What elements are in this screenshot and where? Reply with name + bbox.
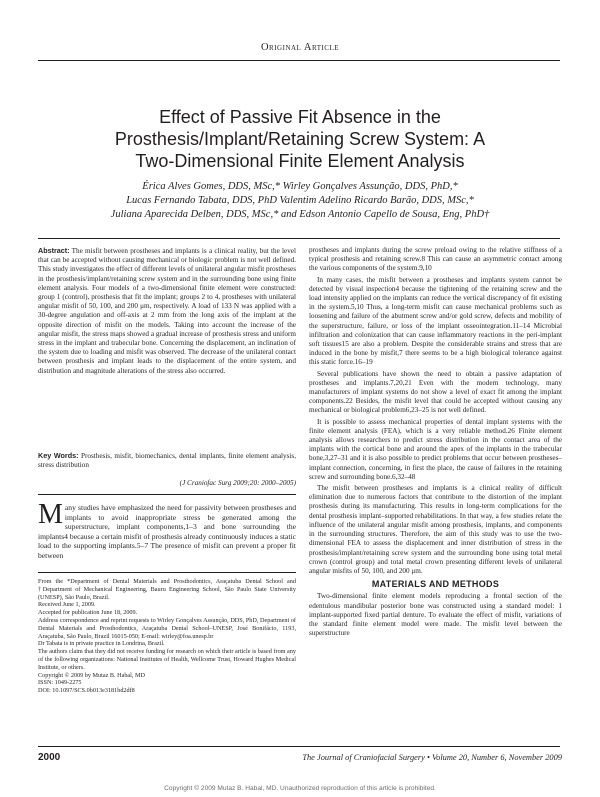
footnote-funding: The authors claim that they did not receive funding for research on which their article is based from any of the following organizations: National Institutes of Health, Wellcome Trust, Howard Hughes Medical Institute, or others. [38,648,296,671]
footnotes [38,578,296,695]
footnote-doi: DOI: 10.1097/SCS.0b013e3181bd2df8 [38,687,135,695]
copyright-notice: Copyright © 2009 Mutaz B. Habal, MD. Unauthorized reproduction of this article is prohibited. [164,785,436,792]
citation: (J Craniofac Surg 2009;20: 2000–2005) [179,479,296,487]
keywords-label: Key Words: [38,451,79,460]
abstract-bottom-rule [38,494,296,495]
keywords-text: Prosthesis, misfit, biomechanics, dental implants, finite element analysis, stress distribution [38,452,297,470]
dropcap: M [38,499,63,530]
title-line-1: Effect of Passive Fit Absence in the [159,107,441,127]
methods-heading: MATERIALS AND METHODS [371,579,500,590]
abstract-label: Abstract: [38,246,70,255]
abstract-text: The misfit between prostheses and implants is a clinical reality, but the level that can be accepted without causing mechanical or biologic problem is not well defined. This study investigates the effect of different levels of unilateral angular misfit prostheses in the prosthesis/implant/retaining screw system and in the surrounding bone using finite element analysis. Four models of a two-dimensional finite element were constructed: group 1 (control), prosthesis that fit the implant; groups 2 to 4, prostheses with unilateral angular misfit of 50, 100, and 200 μm, respectively. A load of 133 N was applied with a 30-degree angulation and off-axis at 2 mm from the long axis of the implant at the opposite direction of misfit on the models. Taking into account the increase of the angular misfit, the stress maps showed a gradual increase of prosthesis stress and uniform stress in the implant and trabecular bone. Concerning the displacement, an inclination of the system due to loading and misfit was observed. The decrease of the unilateral contact between prosthesis and implant leads to the displacement of the entire system, and distribution and magnitude alterations of the stress also occurred. [38,247,296,375]
right-paragraph-6: Two-dimensional finite element models reproducing a frontal section of the edentulous mandibular posterior bone was constructed using a standard model: 1 implant-supported fixed partial denture. To evaluate the effect of misfit, variations of the standard finite element model were made. The misfit level between the superstructure [309,592,562,638]
footer-rule [38,746,560,747]
footnote-issn: ISSN: 1049-2275 [38,679,82,687]
abstract [38,246,296,466]
footnote-accepted: Accepted for publication June 18, 2009. [38,609,138,617]
right-column [309,246,562,640]
right-paragraph-1: prostheses and implants during the screw preload owing to the relative stiffness of a typical prosthesis and retaining screw.8 This can cause an asymmetric contact among the various components of the system.9,10 [309,246,562,273]
author-list [40,180,560,222]
journal-info: The Journal of Craniofacial Surgery • Volume 20, Number 6, November 2009 [302,753,562,762]
right-paragraph-4: It is possible to assess mechanical properties of dental implant systems with the finite element analysis (FEA), which is a very reliable method.26 Finite element analysis allows researchers to predict stress distribution in the contact area of the implants with the cortical bone and around the apex of the implants in the trabecular bone,3,27–31 and it is also possible to predict problems that occur between prostheses–implant connection, concerning, in first the place, the cause of failures in the retaining screw and surrounding bone.6,32–48 [309,417,562,481]
footnote-affiliation: From the *Department of Dental Materials and Prosthodontics, Araçatuba Dental School and †Department of Mechanical Engineering, Bauru Engineering School, São Paulo State University (UNESP), São Paulo, Brazil. [38,578,296,601]
footnote-rule [38,572,296,573]
footnote-correspondence: Address correspondence and reprint requests to Wirley Gonçalves Assunção, DDS, PhD, Department of Dental Materials and Prosthodontics, Araçatuba Dental School–UNESP, José Bonifácio, 1193, Araçatuba, São Paulo, Brazil 16015-050; E-mail: wirley@foa.unesp.br [38,616,296,640]
journal-footer [300,753,562,762]
header-rule [38,60,560,61]
section-header: Original Article [260,42,340,53]
article-title [40,106,560,172]
footnote-practice: Dr Tabata is in private practice in Londrina, Brazil. [38,640,165,648]
author-line-3: Juliana Aparecida Delben, DDS, MSc,* and Edson Antonio Capello de Sousa, Eng, PhD† [110,209,490,220]
abstract-top-rule [38,238,560,239]
title-line-2: Prosthesis/Implant/Retaining Screw System: A [114,129,486,149]
author-line-1: Érica Alves Gomes, DDS, MSc,* Wirley Gonçalves Assunção, DDS, PhD,* [142,181,458,192]
author-line-2: Lucas Fernando Tabata, DDS, PhD Valentim Adelino Ricardo Barão, DDS, MSc,* [126,195,474,206]
introduction [38,499,296,561]
page-number: 2000 [38,752,61,763]
intro-text: any studies have emphasized the need for passivity between prostheses and implants to avoid inappropriate stress be generated among the superstructure, implant components,1–3 and bone surrounding the implants4 because a certain misfit of prosthesis already continuously induces a static load to the supporting implants.5–7 The presence of misfit can prevent a proper fit between [38,503,296,560]
keywords [38,451,296,470]
footnote-copyright: Copyright © 2009 by Mutaz B. Habal, MD [38,671,145,679]
footnote-received: Received June 1, 2009. [38,601,96,609]
title-line-3: Two-Dimensional Finite Element Analysis [135,151,465,171]
right-paragraph-5: The misfit between prostheses and implants is a clinical reality of difficult elimination due to numerous factors that contribute to the distortion of the implant prosthesis during its manufacturing. This results in long-term complications for the dental prosthesis implant–supported rehabilitations. In that way, a few studies relate the influence of the unilateral angular misfit among prosthesis, implants, and components in the surrounding structures. Therefore, the aim of this study was to use the two-dimensional FEA to assess the displacement and inner distribution of stress in the prosthesis/implant/retaining screw system and the surrounding bone using total metal crown (control group) and total metal crown presenting different levels of unilateral angular misfits of 50, 100, and 200 μm. [309,484,562,575]
right-paragraph-3: Several publications have shown the need to obtain a passive adaptation of prostheses and implants.7,20,21 Even with the modern technology, many manufacturers of implant systems do not show a level of exact fit among the implant components.22 Besides, the misfit level that could be accepted without causing any mechanical or biological problem6,23–25 is not well defined. [309,369,562,415]
right-paragraph-2: In many cases, the misfit between a prostheses and implants system cannot be detected by visual inspection4 because the tightening of the retaining screw and the load intensity applied on the implants can reduce the vertical discrepancy of fit existing in the system.5,10 Thus, a long-term misfit can cause mechanical problems such as loosening and failure of the abutment screw and/or gold screw, defects and mobility of the superstructure, failure, or loss of the implant osseointegration.11–14 Microbial infiltration and colonization that can cause inflammatory reactions in the peri-implant soft tissues15 are also a problem. Despite the considerable strains and stress that are induced in the bone by misfit,7 there seems to be a high biological tolerance against this static force.16–19 [309,275,562,367]
